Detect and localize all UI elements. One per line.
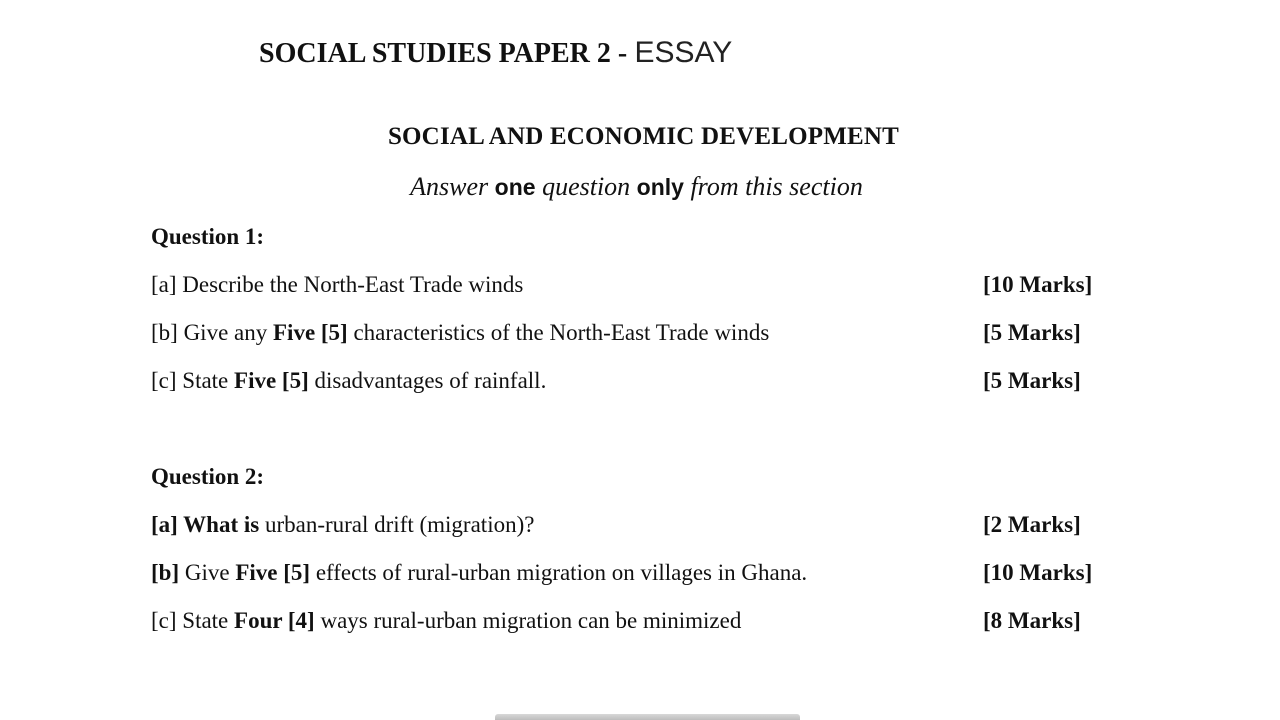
item-emphasis: [a] What is xyxy=(151,512,260,537)
page-title-bold: SOCIAL STUDIES PAPER 2 - xyxy=(259,38,628,69)
item-text: [c] State xyxy=(151,368,235,393)
item-emphasis: Five [5] xyxy=(234,368,309,393)
instruction-text-2: question xyxy=(535,172,637,201)
item-emphasis: Four [4] xyxy=(234,608,315,633)
item-text: [a] Describe the North-East Trade winds xyxy=(151,272,524,297)
item-emphasis: [b] xyxy=(151,560,180,585)
question-2-item-c-marks: [8 Marks] xyxy=(983,608,1081,633)
instruction-emphasis-one: one xyxy=(494,174,536,200)
item-text: effects of rural-urban migration on villages in Ghana. xyxy=(310,560,808,585)
item-emphasis: Five [5] xyxy=(235,560,311,585)
item-text: characteristics of the North-East Trade winds xyxy=(347,320,770,345)
item-text: [b] Give any xyxy=(151,320,273,345)
item-text: [c] State xyxy=(151,608,235,633)
instruction-emphasis-only: only xyxy=(636,174,684,200)
section-instruction xyxy=(0,172,1273,202)
item-text: ways rural-urban migration can be minimized xyxy=(314,608,742,633)
question-1-item-a-marks: [10 Marks] xyxy=(983,272,1093,297)
item-text: urban-rural drift (migration)? xyxy=(259,512,535,537)
question-2-heading: Question 2: xyxy=(151,464,265,489)
instruction-text-1: Answer xyxy=(410,172,495,201)
page-title-essay: ESSAY xyxy=(634,36,733,69)
question-1-heading: Question 1: xyxy=(151,224,265,249)
section-title: SOCIAL AND ECONOMIC DEVELOPMENT xyxy=(387,123,900,150)
question-2-item-a-marks: [2 Marks] xyxy=(983,512,1081,537)
item-text: disadvantages of rainfall. xyxy=(308,368,547,393)
question-1-item-b-marks: [5 Marks] xyxy=(983,320,1081,345)
page-title xyxy=(259,33,732,74)
cut-off-next-heading xyxy=(495,714,800,720)
item-text: Give xyxy=(179,560,236,585)
instruction-text-3: from this section xyxy=(683,172,863,201)
question-2-item-b-marks: [10 Marks] xyxy=(983,560,1093,585)
question-1-item-c-marks: [5 Marks] xyxy=(983,368,1081,393)
item-emphasis: Five [5] xyxy=(273,320,348,345)
